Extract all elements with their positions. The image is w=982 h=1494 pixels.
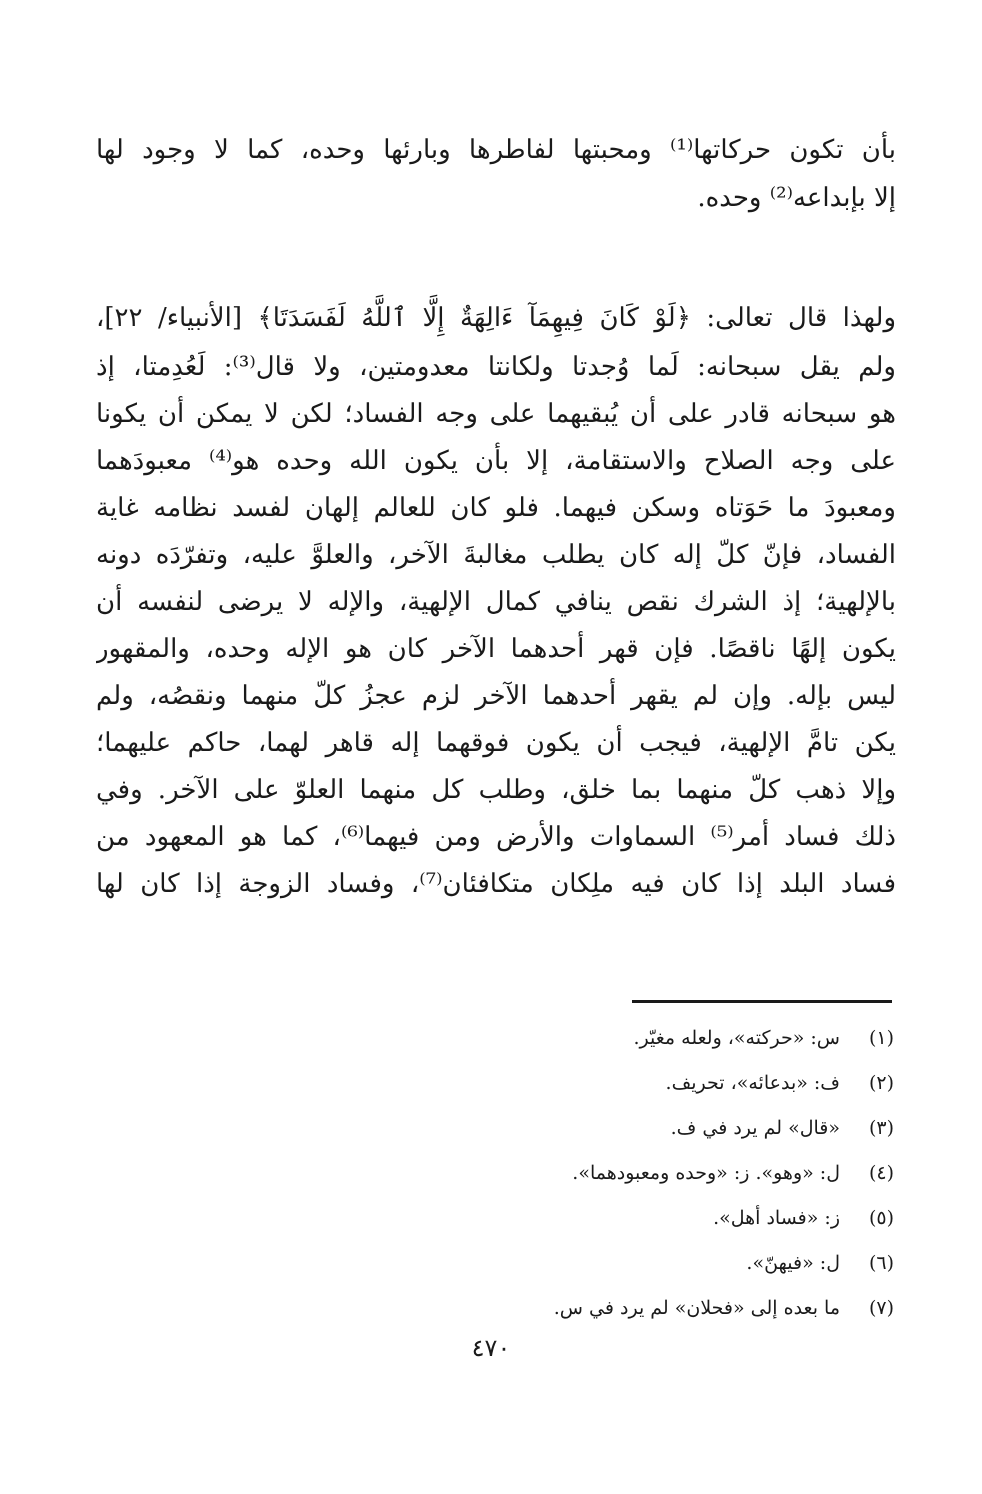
footnote [134,1240,894,1285]
text-line: يكون إلهًا ناقصًا. فإن قهر أحدهما الآخر كان هو الإله وحده، والمقهور [96,634,896,664]
footnote [134,1150,894,1195]
footnote [134,1105,894,1150]
text-line: ولم يقل سبحانه: لَما وُجدتا ولكانتا معدومتين، ولا قال⁽³⁾: لَعُدِمتا، إذ [96,352,896,382]
footnote-number: (٧) [868,1296,894,1319]
text-line: إلا بإبداعه⁽²⁾ وحده. [697,183,896,213]
text-line: يكن تامَّ الإلهية، فيجب أن يكون فوقهما إله قاهر لهما، حاكم عليهما؛ [96,728,896,758]
text-line: ليس بإله. وإن لم يقهر أحدهما الآخر لزم عجزُ كلّ منهما ونقصُه، ولم [96,681,896,711]
main-paragraph [96,292,896,908]
footnotes [134,1015,894,1330]
text-line: بأن تكون حركاتها⁽¹⁾ ومحبتها لفاطرها وبارئها وحده، كما لا وجود لها [96,135,896,165]
text-line: ومعبودَ ما حَوَتاه وسكن فيهما. فلو كان للعالم إلهان لفسد نظامه غاية [96,493,896,523]
text-line: على وجه الصلاح والاستقامة، إلا بأن يكون الله وحده هو⁽⁴⁾ معبودَهما [96,446,896,476]
footnote [134,1285,894,1330]
footnote-text: ل: «وهو». ز: «وحده ومعبودهما». [572,1161,840,1184]
page-number: ٤٧٠ [471,1334,511,1362]
text-line: هو سبحانه قادر على أن يُبقيهما على وجه الفساد؛ لكن لا يمكن أن يكونا [96,399,896,429]
text-line: ذلك فساد أمر⁽⁵⁾ السماوات والأرض ومن فيهما⁽⁶⁾، كما هو المعهود من [96,822,896,852]
footnote [134,1195,894,1240]
footnote-text: ف: «بدعائه»، تحريف. [665,1071,840,1094]
footnote [134,1060,894,1105]
footnote-text: ل: «فيهنّ». [746,1251,840,1274]
footnote-number: (٦) [868,1251,894,1274]
footnote-text: س: «حركته»، ولعله مغيّر. [633,1026,840,1049]
footnote-text: ما بعده إلى «فحلان» لم يرد في س. [553,1296,840,1319]
intro-paragraph [96,126,896,222]
footnote-number: (١) [868,1026,894,1049]
footnote-number: (٢) [868,1071,894,1094]
text-line: وإلا ذهب كلّ منهما بما خلق، وطلب كل منهما العلوّ على الآخر. وفي [96,775,896,805]
text-line: الفساد، فإنّ كلّ إله كان يطلب مغالبةَ الآخر، والعلوَّ عليه، وتفرّدَه دونه [96,540,896,570]
footnote-text: «قال» لم يرد في ف. [670,1116,840,1139]
text-line: فساد البلد إذا كان فيه ملِكان متكافئان⁽⁷⁾، وفساد الزوجة إذا كان لها [96,869,896,899]
text-line: بالإلهية؛ إذ الشرك نقص ينافي كمال الإلهية، والإله لا يرضى لنفسه أن [96,587,896,617]
footnote-separator [632,1000,892,1003]
footnote-text: ز: «فساد أهل». [713,1206,840,1229]
footnote-number: (٤) [868,1161,894,1184]
footnote [134,1015,894,1060]
footnote-number: (٥) [868,1206,894,1229]
footnote-number: (٣) [868,1116,894,1139]
quran-verse-line: ولهذا قال تعالى: ﴿لَوْ كَانَ فِيهِمَآ ءَالِهَةٌ إِلَّا ٱللَّهُ لَفَسَدَتَا﴾ [الأنبياء/ ٢٢]، [96,303,896,333]
